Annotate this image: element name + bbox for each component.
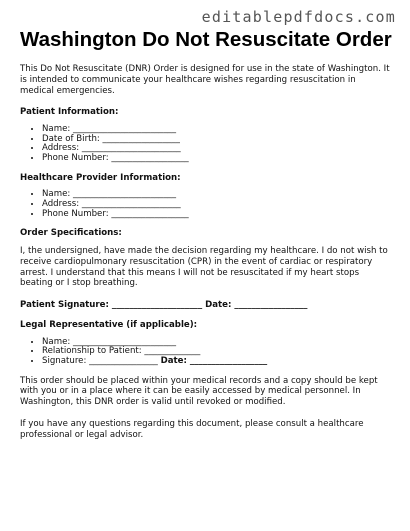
- patient-signature-line: Patient Signature: _____________________ Date: _________________: [20, 300, 308, 311]
- provider-name-field: • Name: ________________________: [42, 190, 392, 200]
- legal-representative-list: [20, 338, 392, 367]
- provider-info-heading: Healthcare Provider Information:: [20, 172, 181, 183]
- questions-paragraph: If you have any questions regarding this document, please consult a healthcare professional or legal advisor.: [20, 418, 364, 440]
- patient-info-list: [20, 125, 392, 163]
- provider-info-list: [20, 190, 392, 219]
- representative-name-field: • Name: ________________________: [42, 338, 392, 348]
- page-title: Washington Do Not Resuscitate Order: [20, 28, 392, 51]
- legal-representative-heading: Legal Representative (if applicable):: [20, 319, 198, 330]
- records-paragraph: This order should be placed within your medical records and a copy should be kept with you or in a place where it can be easily accessed by medical personnel. In Washington, this DNR order is valid until revoked or modified.: [20, 375, 378, 408]
- watermark: editablepdfdocs.com: [201, 8, 396, 26]
- patient-info-heading: Patient Information:: [20, 107, 119, 118]
- patient-dob-field: • Date of Birth: __________________: [42, 135, 392, 145]
- intro-paragraph: This Do Not Resuscitate (DNR) Order is designed for use in the state of Washington. It is intended to communicate your healthcare wishes regarding resuscitation in medical emergencies.: [20, 64, 390, 96]
- provider-phone-field: • Phone Number: __________________: [42, 210, 392, 220]
- representative-signature-label: Signature: ________________: [42, 355, 161, 366]
- provider-address-field: • Address: _______________________: [42, 200, 392, 210]
- representative-signature-field: [42, 357, 392, 367]
- order-specifications-heading: Order Specifications:: [20, 228, 122, 239]
- document: [20, 28, 392, 451]
- representative-date-label: Date: __________________: [160, 355, 268, 366]
- patient-phone-field: • Phone Number: __________________: [42, 154, 392, 164]
- patient-name-field: • Name: ________________________: [42, 125, 392, 135]
- patient-address-field: • Address: _______________________: [42, 144, 392, 154]
- order-specifications-text: I, the undersigned, have made the decision regarding my healthcare. I do not wish to receive cardiopulmonary resuscitation (CPR) in the event of cardiac or respiratory arrest. I understand that this means I will not be resuscitated if my heart stops beating or I stop breathing.: [20, 245, 388, 289]
- representative-relationship-field: • Relationship to Patient: _____________: [42, 347, 392, 357]
